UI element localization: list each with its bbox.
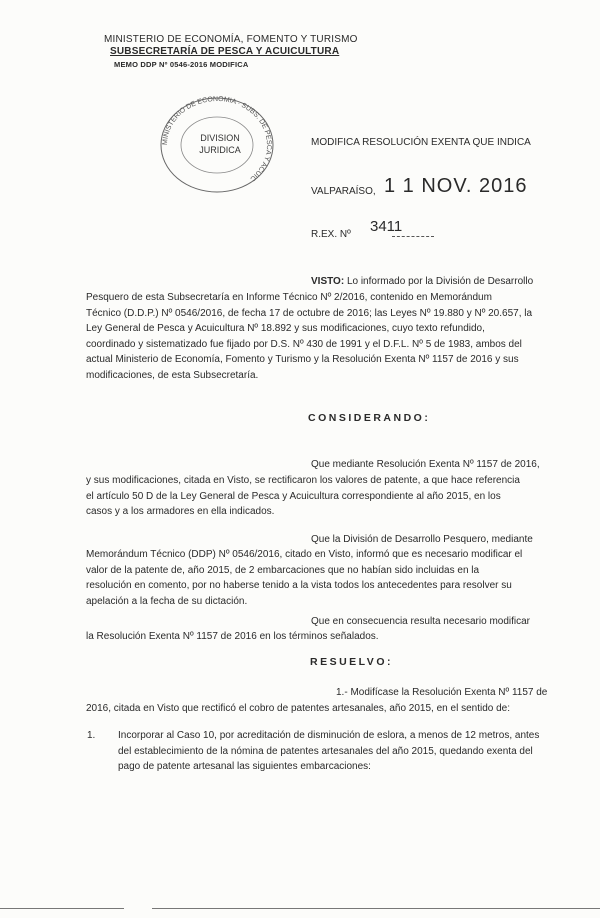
resuelvo-item-line: pago de patente artesanal las siguientes embarcaciones: bbox=[118, 761, 371, 773]
visto-line: modificaciones, de esta Subsecretaría. bbox=[86, 369, 259, 381]
stamp-ring-text: MINISTERIO DE ECONOMIA · SUBS. DE PESCA Y ACUIC bbox=[161, 95, 273, 183]
memo-reference: MEMO DDP Nº 0546-2016 MODIFICA bbox=[114, 60, 249, 69]
subject-line: MODIFICA RESOLUCIÓN EXENTA QUE INDICA bbox=[311, 137, 531, 148]
visto-label: VISTO: bbox=[311, 276, 345, 287]
considerando-line: valor de la patente de, año 2015, de 2 embarcaciones que no habían sido incluidas en la bbox=[86, 564, 480, 576]
rex-dash-underline bbox=[392, 236, 434, 237]
footer-rule-left bbox=[0, 908, 124, 909]
ministry-name: MINISTERIO DE ECONOMÍA, FOMENTO Y TURISMO bbox=[104, 34, 358, 45]
considerando-p1 bbox=[86, 473, 548, 520]
letterhead bbox=[104, 34, 358, 71]
visto-line: actual Ministerio de Economía, Fomento y Turismo y la Resolución Exenta Nº 1157 de 2016 y sus bbox=[86, 354, 519, 366]
rex-number: 3411 bbox=[370, 218, 403, 235]
visto-paragraph bbox=[86, 290, 548, 384]
visto-first-line bbox=[311, 274, 547, 290]
rex-label: R.EX. Nº bbox=[311, 229, 351, 240]
resuelvo-line: 2016, citada en Visto que rectificó el cobro de patentes artesanales, año 2015, en el sentido de: bbox=[86, 703, 510, 714]
visto-line: coordinado y sistematizado fue fijado por D.S. Nº 430 de 1991 y el D.F.L. Nº 5 de 1983, ambos del bbox=[86, 338, 522, 350]
visto-line: Pesquero de esta Subsecretaría en Informe Técnico Nº 2/2016, contenido en Memorándum bbox=[86, 292, 492, 303]
resolution-date: 1 1 NOV. 2016 bbox=[384, 175, 528, 197]
considerando-line: casos y a los armadores en ella indicados. bbox=[86, 506, 275, 518]
place-label: VALPARAÍSO, bbox=[311, 186, 376, 197]
visto-line1: Lo informado por la División de Desarrollo bbox=[346, 276, 534, 287]
considerando-line: resolución en comento, por no haberse tenido a la vista todos los antecedentes para resolver su bbox=[86, 580, 512, 592]
footer-rule-right bbox=[152, 908, 600, 909]
considerando-p2 bbox=[86, 547, 548, 609]
resuelvo-r1-first: 1.- Modifícase la Resolución Exenta Nº 1157 de bbox=[336, 687, 548, 698]
considerando-line: y sus modificaciones, citada en Visto, se rectificaron los valores de patente, a que hace referencia bbox=[86, 475, 520, 486]
considerando-line: apelación a la fecha de su dictación. bbox=[86, 595, 248, 607]
considerando-p3-first: Que en consecuencia resulta necesario modificar bbox=[311, 616, 531, 627]
resuelvo-item-line: del establecimiento de la nómina de patentes artesanales del año 2015, quedando exenta del bbox=[118, 745, 533, 757]
undersecretariat-name: SUBSECRETARÍA DE PESCA Y ACUICULTURA bbox=[110, 46, 340, 57]
visto-line: Técnico (D.D.P.) Nº 0546/2016, de fecha 17 de octubre de 2016; las Leyes Nº 19.880 y Nº 20.657, la bbox=[86, 307, 533, 319]
stamp-line1: DIVISION bbox=[200, 133, 240, 143]
considerando-line: Memorándum Técnico (DDP) Nº 0546/2016, citado en Visto, informó que es necesario modificar el bbox=[86, 549, 523, 560]
considerando-p3 bbox=[86, 629, 548, 645]
resuelvo-title: RESUELVO: bbox=[310, 656, 393, 668]
considerando-p2-first: Que la División de Desarrollo Pesquero, mediante bbox=[311, 534, 533, 545]
considerando-line: la Resolución Exenta Nº 1157 de 2016 en los términos señalados. bbox=[86, 631, 379, 642]
considerando-p1-first: Que mediante Resolución Exenta Nº 1157 de 2016, bbox=[311, 459, 540, 470]
resuelvo-item-line: Incorporar al Caso 10, por acreditación de disminución de eslora, a menos de 12 metros, antes bbox=[118, 730, 540, 741]
stamp-line2: JURIDICA bbox=[199, 145, 241, 155]
considerando-line: el artículo 50 D de la Ley General de Pesca y Acuicultura correspondiente al año 2015, en los bbox=[86, 490, 501, 502]
considerando-title: CONSIDERANDO: bbox=[308, 412, 431, 424]
resuelvo-item-number: 1. bbox=[87, 730, 96, 741]
resuelvo-r1 bbox=[86, 701, 548, 717]
resuelvo-item bbox=[118, 728, 548, 775]
visto-line: Ley General de Pesca y Acuicultura Nº 18.892 y sus modificaciones, cuyo texto refundido, bbox=[86, 323, 485, 335]
division-juridica-stamp bbox=[158, 95, 276, 195]
